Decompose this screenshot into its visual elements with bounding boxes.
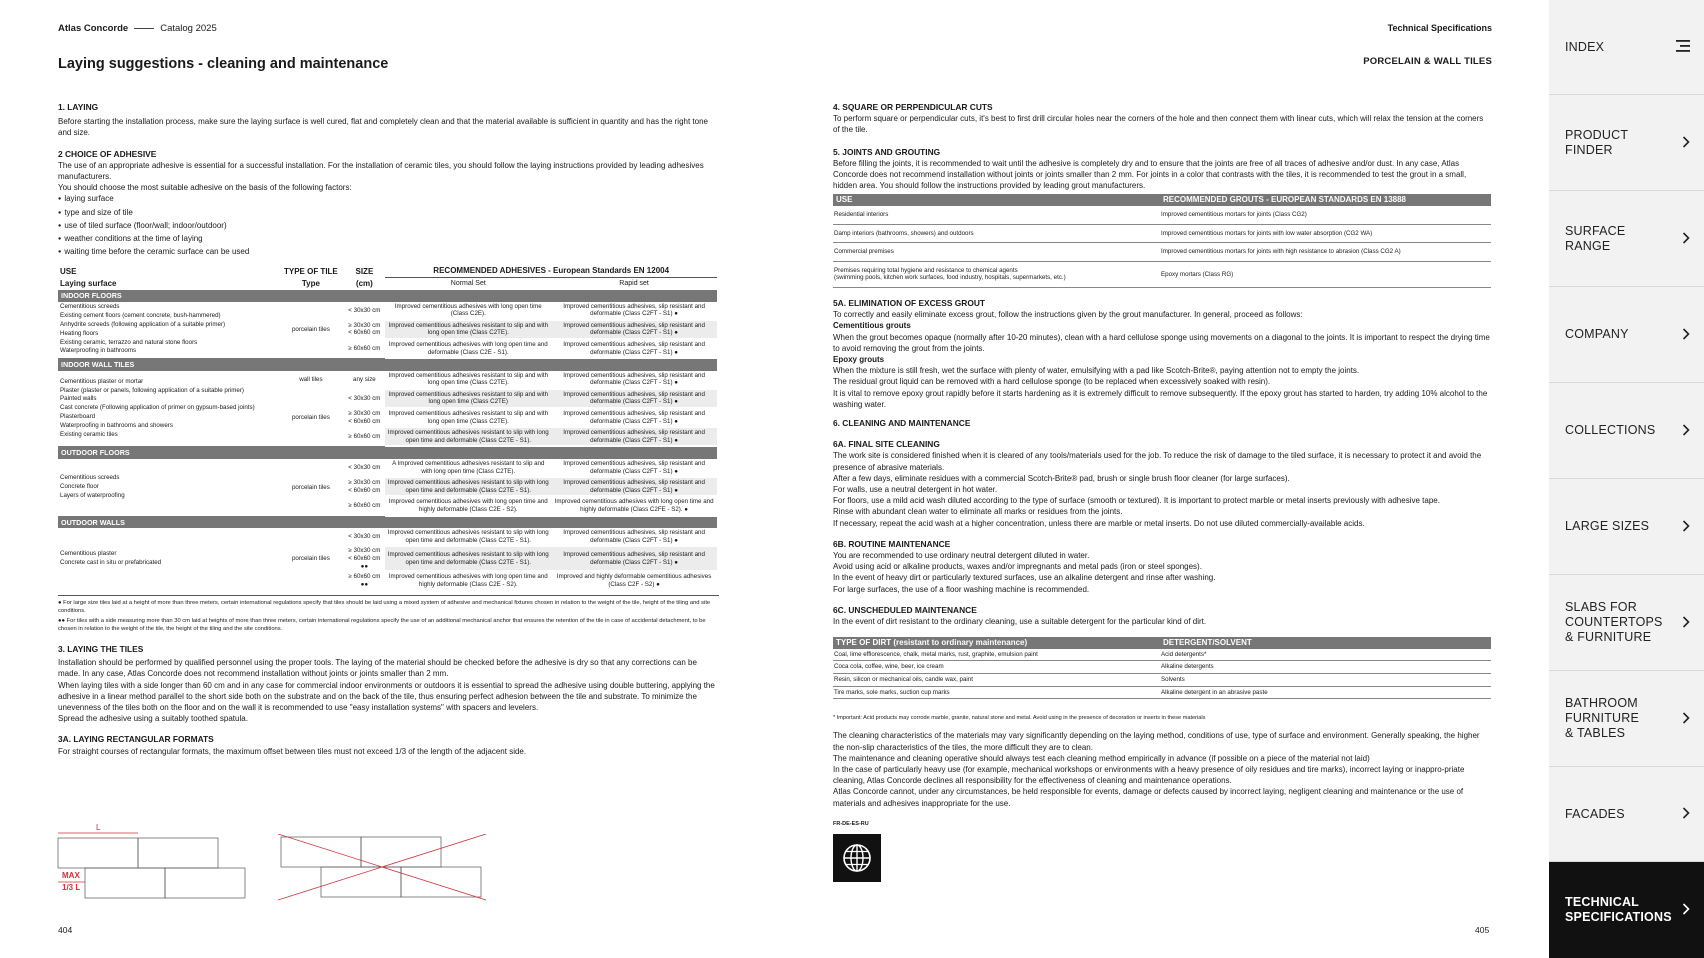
nav-item-label: SLABS FOR COUNTERTOPS & FURNITURE (1565, 600, 1663, 644)
nav-item-collections[interactable] (1549, 383, 1704, 479)
size-cell: ≥ 30x30 cm < 60x60 cm (348, 410, 381, 425)
adhesive-factor-item: ● laying surface (58, 193, 719, 206)
section-header: Technical Specifications (1387, 23, 1492, 33)
size-cell: ≥ 60x60 cm (348, 344, 381, 352)
dirt-th-type: TYPE OF DIRT (resistant to ordinary maintenance) (833, 637, 1160, 649)
closing-paragraph: The cleaning characteristics of the materials may vary significantly depending on the laying method, conditions of use, type of surface and environment. Generally speaking, the higher the non-slip characteristics of the tiles, the more difficult they are to clean. (833, 731, 1480, 752)
grout-use-cell: Commercial premises (833, 243, 1160, 262)
language-codes: FR-DE-ES-RU (833, 820, 869, 827)
normal-set-cell: A Improved cementitious adhesives resistant to slip and with long open time (Class C2TE). (385, 459, 551, 477)
section-laying-tiles-title: 3. LAYING THE TILES (58, 643, 144, 654)
laying-surface-item: Cementitious screeds (60, 474, 120, 482)
dirt-type-cell: Resin, silicon or mechanical oils, candle wax, paint (833, 674, 1160, 687)
laying-surface-item: Existing cement floors (cement concrete, bush-hammered) (60, 312, 221, 320)
th-rapid-set: Rapid set (551, 278, 717, 290)
chevron-right-icon (1682, 231, 1690, 247)
language-button[interactable] (833, 834, 881, 882)
laying-surface-item: Heating floors (60, 329, 99, 337)
chevron-right-icon (1682, 711, 1690, 727)
dirt-row (833, 686, 1491, 699)
final-cleaning-text (833, 450, 1491, 528)
acid-warning-note: * Important: Acid products may corrode marble, granite, natural stone and metal. Avoid using in the presence of decoration or inserts in these materials (833, 715, 1206, 722)
tile-type-cell: porcelain tiles (291, 326, 330, 334)
left-content (58, 102, 719, 757)
chevron-right-icon (1682, 327, 1690, 343)
closing-paragraph: Atlas Concorde cannot, under any circumstances, be held responsible for events, damage or defects caused by incorrect laying, negligent cleaning and maintenance or the use of materials and adhesives inappropriate for the use. (833, 787, 1464, 808)
table-group-row (58, 290, 717, 302)
nav-item-company[interactable] (1549, 287, 1704, 383)
th-size: SIZE (355, 266, 374, 276)
section-final-cleaning-title: 6A. FINAL SITE CLEANING (833, 439, 940, 450)
table-footnote-1: ● For large size tiles laid at a height of more than three meters, certain international regulations specify that tiles should be laid using a mixed system of adhesive and mechanical fixtures chosen in relation to the weight of the tile, height of the tiling and site conditions. (58, 595, 719, 615)
size-cell: ≥ 60x60 cm (348, 502, 381, 510)
rapid-set-cell: Improved cementitious adhesives, slip resistant and deformable (Class C2FT - S1) ● (551, 459, 717, 477)
grout-type-cell: Improved cementitious mortars for joints with high resistance to abrasion (Class CG2 A) (1160, 243, 1491, 262)
chevron-right-icon (1682, 519, 1690, 535)
section-rectangular-title: 3A. LAYING RECTANGULAR FORMATS (58, 734, 214, 745)
dirt-table (833, 637, 1491, 699)
adhesive-factor-item: ● waiting time before the ceramic surface can be used (58, 246, 719, 259)
chevron-right-icon (1682, 902, 1690, 918)
laying-surface-item: Existing ceramic, terrazzo and natural stone floors (60, 338, 198, 346)
routine-maintenance-text (833, 550, 1491, 595)
section-adhesive-title: 2 CHOICE OF ADHESIVE (58, 148, 157, 159)
grout-type-cell: Improved cementitious mortars for joints (Class CG2) (1160, 206, 1491, 224)
table-group-row (58, 446, 717, 459)
page-number-right: 405 (1475, 925, 1490, 935)
nav-item-product-finder[interactable] (1549, 95, 1704, 191)
dirt-row (833, 649, 1491, 661)
table-group-row (58, 516, 717, 529)
laying-surface-item: Plaster (plaster or panels, following application of a suitable primer) (60, 386, 244, 394)
nav-item-index[interactable] (1549, 0, 1704, 95)
table-group-row (58, 358, 717, 371)
rapid-set-cell: Improved cementitious adhesives, slip resistant and deformable (Class C2FT - S1) ● (551, 320, 717, 339)
chevron-right-icon (1682, 615, 1690, 631)
epoxy-grouts-paragraph: The residual grout liquid can be removed with a hard cellulose sponge (to be replaced when excessively soaked with resin). (833, 377, 1271, 387)
rapid-set-cell: Improved cementitious adhesives with long open time and highly deformable (Class C2FE - S2). ● (551, 496, 717, 515)
grout-use-cell: Damp interiors (bathrooms, showers) and outdoors (833, 224, 1160, 243)
cementitious-grouts-text: When the grout becomes opaque (normally after 10-20 minutes), clean with a hard cellulose sponge using movements on a diagonal to the joints. It is important to respect the drying time to avoid removing the grout from the joints. (833, 332, 1490, 353)
nav-item-bathroom-furniture-tables[interactable] (1549, 671, 1704, 767)
length-label: L (96, 823, 101, 832)
size-cell: ≥ 30x30 cm < 60x60 cm ●● (348, 547, 381, 570)
table-group-label: OUTDOOR WALLS (58, 516, 717, 529)
nav-item-label: BATHROOM FURNITURE & TABLES (1565, 696, 1640, 740)
nav-item-slabs-for-countertops-furniture[interactable] (1549, 575, 1704, 671)
dirt-type-cell: Coca cola, coffee, wine, beer, ice cream (833, 661, 1160, 674)
laying-surface-item: Cementitious screeds (60, 303, 120, 311)
grout-use-cell: Residential interiors (833, 206, 1160, 224)
brand-name: Atlas Concorde (58, 23, 129, 34)
routine-maintenance-paragraph: In the event of heavy dirt or particularly textured surfaces, use an alkaline detergent and rinse after washing. (833, 573, 1216, 583)
final-cleaning-paragraph: The work site is considered finished when it is cleared of any tools/materials used for the job. To reduce the risk of damage to the tiled surface, it is necessary to protect it and avoid the presence of abrasive materials. (833, 451, 1482, 472)
section-cuts-title: 4. SQUARE OR PERPENDICULAR CUTS (833, 102, 993, 112)
rapid-set-cell: Improved cementitious adhesives, slip resistant and deformable (Class C2FT - S1) ● (551, 408, 717, 427)
epoxy-grouts-text (833, 365, 1491, 410)
globe-icon (841, 842, 873, 874)
left-page (0, 0, 775, 958)
closing-paragraph: The maintenance and cleaning operative should always test each cleaning method empirically in advance (if possible on a piece of the material not laid) (833, 753, 1370, 763)
grout-type-cell: Improved cementitious mortars for joints with low water absorption (CG2 WA) (1160, 224, 1491, 243)
th-use: USE (60, 266, 77, 276)
laying-surface-item: Anhydrite screeds (following application of a suitable primer) (60, 321, 226, 329)
table-row (58, 459, 717, 477)
nav-item-large-sizes[interactable] (1549, 479, 1704, 575)
tile-type-cell: porcelain tiles (291, 555, 330, 563)
chevron-right-icon (1682, 423, 1690, 439)
section-unscheduled-title: 6C. UNSCHEDULED MAINTENANCE (833, 604, 977, 615)
dirt-row (833, 674, 1491, 687)
final-cleaning-paragraph: After a few days, eliminate residues with a commercial Scotch-Brite® pad, brush or single brush floor cleaner (for large surfaces). (833, 473, 1290, 483)
size-cell: < 30x30 cm (348, 464, 381, 472)
laying-surface-item: Cementitious plaster or mortar (60, 377, 144, 385)
normal-set-cell: Improved cementitious adhesives resistant to slip with long open time and deformable (Class C2TE - S1). (385, 546, 551, 571)
epoxy-grouts-paragraph: When the mixture is still fresh, wet the surface with plenty of water, emulsifying with a pad like Scotch-Brite®, paying attention not to empty the joints. (833, 366, 1360, 376)
max-label: MAX (62, 871, 80, 880)
epoxy-grouts-label: Epoxy grouts (833, 355, 885, 364)
navigation-sidebar (1549, 0, 1704, 958)
routine-maintenance-paragraph: Avoid using acid or alkaline products, waxes and/or impregnants and metal pads (iron or steel sponges). (833, 562, 1202, 572)
th-use-sub: Laying surface (60, 278, 117, 288)
normal-set-cell: Improved cementitious adhesives resistant to slip with long open time and deformable (Class C2TE - S1). (385, 528, 551, 546)
closing-text (833, 730, 1491, 808)
tile-bottom-2 (165, 868, 245, 898)
th-type: TYPE OF TILE (283, 266, 338, 276)
routine-maintenance-paragraph: You are recommended to use ordinary neutral detergent diluted in water. (833, 551, 1090, 561)
normal-set-cell: Improved cementitious adhesives with long open time (Class C2E). (385, 302, 551, 320)
nav-item-label: FACADES (1565, 806, 1625, 821)
nav-item-label: COMPANY (1565, 327, 1629, 341)
catalog-header (58, 23, 217, 34)
right-content (833, 102, 1491, 882)
laying-tiles-paragraph: When laying tiles with a side longer than 60 cm and in any case for commercial indoor environments or outdoors it is essential to spread the adhesive using double buttering, applying the adhesive in a linear method parallel to the short side both on the substrate and on the back of the tile, thus ensuring perfect adhesion between the tile and substrate. To minimize the unevenness of the tiles both on the floor and on the wall it is recommended to use "easy installation systems" with spacers and levelers. (58, 680, 715, 712)
adhesive-factor-item: ● weather conditions at the time of laying (58, 233, 719, 246)
grout-row (833, 206, 1491, 224)
tile-top-1 (281, 837, 361, 867)
rapid-set-cell: Improved cementitious adhesives, slip resistant and deformable (Class C2FT - S1) ● (551, 528, 717, 546)
table-group-label: INDOOR FLOORS (58, 290, 717, 302)
page-title: Laying suggestions - cleaning and maintenance (58, 56, 389, 72)
th-size-sub: (cm) (355, 278, 373, 288)
catalog-name: Catalog 2025 (160, 23, 217, 34)
laying-surface-item: Waterproofing in bathrooms and showers (60, 421, 173, 429)
section-laying-text: Before starting the installation process, make sure the laying surface is well cured, flat and completely clean and that the material available is sufficient in quantity and has the right tone and size. (58, 117, 708, 138)
detergent-cell: Alkaline detergents (1160, 661, 1491, 674)
dirt-type-cell: Coal, lime efflorescence, chalk, metal marks, rust, graphite, emulsion paint (833, 649, 1160, 661)
section-cleaning-title: 6. CLEANING AND MAINTENANCE (833, 418, 971, 429)
grout-row (833, 243, 1491, 262)
rapid-set-cell: Improved cementitious adhesives, slip resistant and deformable (Class C2FT - S1) ● (551, 339, 717, 358)
adhesive-factor-item: ● use of tiled surface (floor/wall; indoor/outdoor) (58, 220, 719, 233)
tile-top-2 (138, 838, 218, 868)
section-laying-title: 1. LAYING (58, 102, 99, 112)
th-type-sub: Type (301, 278, 320, 288)
rapid-set-cell: Improved cementitious adhesives, slip resistant and deformable (Class C2FT - S1) ● (551, 389, 717, 408)
section-excess-grout-title: 5A. ELIMINATION OF EXCESS GROUT (833, 297, 986, 308)
laying-tiles-paragraph: Installation should be performed by qualified personnel using the proper tools. The laying of the material should be checked before the adhesive is dry so that any corrections can be made. In any case, Atlas Concorde does not recommend installation without joints or joints smaller than 2 mm. (58, 658, 697, 679)
adhesive-table (58, 265, 717, 591)
laying-tiles-paragraph: Spread the adhesive using a suitably toothed spatula. (58, 714, 248, 724)
grout-row (833, 261, 1491, 287)
rapid-set-cell: Improved cementitious adhesives, slip resistant and deformable (Class C2FT - S1) ● (551, 427, 717, 446)
final-cleaning-paragraph: For walls, use a neutral detergent in hot water. (833, 485, 998, 495)
rapid-set-cell: Improved cementitious adhesives, slip resistant and deformable (Class C2FT - S1) ● (551, 302, 717, 320)
nav-item-label: PRODUCT FINDER (1565, 127, 1629, 157)
nav-item-technical-specifications[interactable] (1549, 862, 1704, 958)
size-cell: any size (353, 375, 376, 383)
nav-item-label: LARGE SIZES (1565, 519, 1650, 533)
dirt-type-cell: Tire marks, sole marks, suction cup marks (833, 686, 1160, 699)
th-recommended: RECOMMENDED ADHESIVES - European Standards EN 12004 (433, 266, 670, 276)
grout-table (833, 194, 1491, 288)
laying-surface-item: Layers of waterproofing (60, 491, 125, 499)
table-footnote-2: ●● For tiles with a side measuring more than 30 cm laid at heights of more than three meters, certain international regulations specify the use of an additional mechanical anchor that ensures the retention of the tile in case of accidental detachment, to be chosen in relation to the weight of the tile, the height of the tiling and the site conditions. (58, 618, 706, 632)
section-routine-title: 6B. ROUTINE MAINTENANCE (833, 538, 951, 549)
tile-top-1 (58, 838, 138, 868)
laying-surface-item: Concrete cast in situ or prefabricated (60, 559, 162, 567)
offset-wrong-diagram (278, 834, 488, 902)
laying-surface-item: Concrete floor (60, 482, 99, 490)
size-cell: ≥ 30x30 cm < 60x60 cm (348, 479, 381, 494)
table-row (58, 371, 717, 389)
detergent-cell: Alkaline detergent in an abrasive paste (1160, 686, 1491, 699)
offset-correct-diagram (56, 822, 251, 902)
section-cuts-text: To perform square or perpendicular cuts, it's best to first drill circular holes near the corners of the hole and then connect them with linear cuts, which will relax the tension at the corners of the tile. (833, 114, 1484, 135)
laying-surface-cell (58, 459, 278, 516)
detergent-cell: Solvents (1160, 674, 1491, 687)
normal-set-cell: Improved cementitious adhesives resistant to slip with long open time and deformable (Class C2TE - S1). (385, 477, 551, 496)
page-number-left: 404 (58, 925, 73, 935)
final-cleaning-paragraph: If necessary, repeat the acid wash at a higher concentration, unless there are marble or metal inserts. Do not use diluted commercially-available acids. (833, 518, 1365, 528)
tile-type-cell: porcelain tiles (291, 413, 330, 421)
grout-th-use: USE (833, 194, 1160, 206)
header-rule (134, 28, 154, 29)
section-laying-tiles-text (58, 657, 719, 724)
laying-surface-cell (58, 528, 278, 590)
normal-set-cell: Improved cementitious adhesives resistant to slip and with long open time (Class C2TE). (385, 320, 551, 339)
tile-type-cell: wall tiles (299, 375, 323, 383)
normal-set-cell: Improved cementitious adhesives resistant to slip with long open time and deformable (Class C2TE - S1). (385, 427, 551, 446)
th-normal-set: Normal Set (385, 278, 551, 290)
chevron-right-icon (1682, 806, 1690, 822)
laying-surface-item: Existing ceramic tiles (60, 430, 118, 438)
section-joints-title: 5. JOINTS AND GROUTING (833, 146, 941, 157)
size-cell: ≥ 60x60 cm (348, 433, 381, 441)
nav-item-label: SURFACE RANGE (1565, 223, 1626, 253)
epoxy-grouts-paragraph: It is vital to remove epoxy grout rapidly before it starts hardening as it is extremely difficult to remove subsequently. If the epoxy grout has started to harden, try adding 10% alcohol to the washing water. (833, 388, 1488, 409)
adhesive-factor-list (58, 193, 719, 259)
rapid-set-cell: Improved cementitious adhesives, slip resistant and deformable (Class C2FT - S1) ● (551, 546, 717, 571)
tile-bottom-2 (401, 867, 481, 897)
final-cleaning-paragraph: Rinse with abundant clean water to eliminate all marks or residues from the joints. (833, 507, 1123, 517)
normal-set-cell: Improved cementitious adhesives with long open time and highly deformable (Class C2E - S2). (385, 571, 551, 590)
dirt-th-detergent: DETERGENT/SOLVENT (1160, 637, 1491, 649)
laying-surface-item: Plasterboard (60, 412, 96, 420)
grout-type-cell: Epoxy mortars (Class RG) (1160, 261, 1491, 287)
rapid-set-cell: Improved and highly deformable cementitious adhesives (Class C2F - S2) ● (551, 571, 717, 590)
detergent-cell: Acid detergents* (1160, 649, 1491, 661)
fraction-label: 1/3 L (62, 883, 81, 892)
routine-maintenance-paragraph: For large surfaces, the use of a floor washing machine is recommended. (833, 584, 1090, 594)
nav-item-label: TECHNICAL SPECIFICATIONS (1565, 895, 1672, 924)
dirt-row (833, 661, 1491, 674)
section-adhesive-text2: You should choose the most suitable adhesive on the basis of the following factors: (58, 183, 352, 193)
laying-surface-cell (58, 302, 278, 359)
tile-bottom-1 (85, 868, 165, 898)
final-cleaning-paragraph: For floors, use a mild acid wash diluted according to the type of surface (smooth or textured). It is important to protect marble or metal inserts previously with adhesive tape. (833, 496, 1440, 506)
table-row (58, 302, 717, 320)
laying-surface-cell (58, 371, 278, 447)
menu-icon (1676, 39, 1690, 55)
section-excess-grout-intro: To correctly and easily eliminate excess grout, follow the instructions given by the grout manufacturer. In general, proceed as follows: (833, 310, 1303, 320)
grout-row (833, 224, 1491, 243)
section-subheader: PORCELAIN & WALL TILES (1363, 56, 1492, 67)
laying-surface-item: Painted walls (60, 395, 97, 403)
laying-surface-item: Cementitious plaster (60, 550, 117, 558)
laying-surface-item: Cast concrete (Following application of primer on gypsum-based joints) (60, 404, 255, 412)
tile-bottom-1 (321, 867, 401, 897)
closing-paragraph: In the case of particularly heavy use (for example, mechanical workshops or environments with a heavy presence of oily residues and tire marks), incorrect laying or inappro-priate cleaning, Atlas Concorde declines all responsibility for the effectiveness of cleaning and maintenance operations. (833, 765, 1465, 786)
chevron-right-icon (1682, 135, 1690, 151)
size-cell: < 30x30 cm (348, 394, 381, 402)
adhesive-factor-item: ● type and size of tile (58, 207, 719, 220)
section-adhesive-text1: The use of an appropriate adhesive is essential for a successful installation. For the installation of ceramic tiles, you should follow the laying instructions provided by leading adhesives manufacturers. (58, 160, 704, 182)
normal-set-cell: Improved cementitious adhesives resistant to slip and with long open time (Class C2TE). (385, 408, 551, 427)
nav-item-surface-range[interactable] (1549, 191, 1704, 287)
size-cell: ≥ 60x60 cm ●● (348, 573, 381, 588)
table-group-label: OUTDOOR FLOORS (58, 446, 717, 459)
table-group-label: INDOOR WALL TILES (58, 358, 717, 371)
size-cell: ≥ 30x30 cm < 60x60 cm (348, 321, 381, 337)
normal-set-cell: Improved cementitious adhesives with long open time and deformable (Class C2E - S1). (385, 339, 551, 358)
grout-use-cell: Premises requiring total hygiene and resistance to chemical agents (swimming pools, kitchen work surfaces, food industry, hospitals, supermarkets, etc.) (833, 261, 1160, 287)
size-cell: < 30x30 cm (348, 306, 381, 314)
tile-type-cell: porcelain tiles (291, 483, 330, 491)
rapid-set-cell: Improved cementitious adhesives, slip resistant and deformable (Class C2FT - S1) ● (551, 477, 717, 496)
cementitious-grouts-label: Cementitious grouts (833, 321, 911, 331)
normal-set-cell: Improved cementitious adhesives resistant to slip and with long open time (Class C2TE) (385, 389, 551, 408)
section-joints-text: Before filling the joints, it is recommended to wait until the adhesive is completely dry and to ensure that the joints are free of all traces of adhesive and/or dust. In any case, Atlas Concorde does not recommend installation without joints or joints smaller than 2 mm. For joints in a color that contrasts with the tiles, it is recommended to test the grout in a small, hidden area. You should follow the instructions provided by leading grout manufacturers. (833, 158, 1467, 191)
grout-th-recommended: RECOMMENDED GROUTS - EUROPEAN STANDARDS EN 13888 (1160, 194, 1491, 206)
laying-surface-item: Waterproofing in bathrooms (60, 347, 137, 355)
normal-set-cell: Improved cementitious adhesives resistant to slip and with long open time (Class C2TE). (385, 371, 551, 389)
size-cell: < 30x30 cm (348, 533, 381, 541)
section-rectangular-text: For straight courses of rectangular formats, the maximum offset between tiles must not exceed 1/3 of the length of the adjacent side. (58, 746, 527, 756)
nav-item-label: COLLECTIONS (1565, 423, 1656, 437)
unscheduled-text: In the event of dirt resistant to the ordinary cleaning, use a suitable detergent for the particular kind of dirt. (833, 617, 1207, 627)
rapid-set-cell: Improved cementitious adhesives, slip resistant and deformable (Class C2FT - S1) ● (551, 371, 717, 389)
nav-item-label: INDEX (1565, 39, 1605, 54)
nav-item-facades[interactable] (1549, 767, 1704, 862)
normal-set-cell: Improved cementitious adhesives with long open time and highly deformable (Class C2E - S2). (385, 496, 551, 515)
table-row (58, 528, 717, 546)
